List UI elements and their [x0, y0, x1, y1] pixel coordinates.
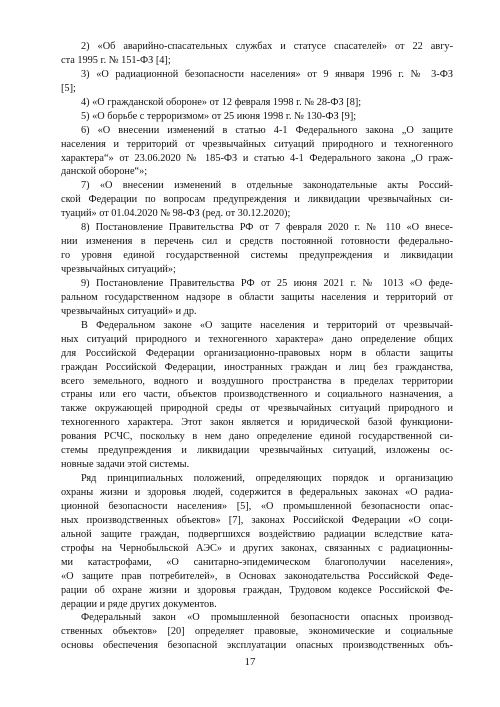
- text-line: строфы на Чернобыльской АЭС» и других законах, связанных с радиационны-: [61, 542, 453, 554]
- text-line: нии изменения в перечень сил и средств постоянной готовности федерально-: [61, 236, 453, 248]
- text-line: граждан Российской Федерации, иностранных граждан и лиц без гражданства,: [61, 361, 453, 373]
- text-line: Федеральный закон «О промышленной безопасности опасных производ-: [81, 612, 453, 624]
- text-line: [5];: [61, 82, 76, 94]
- text-line: ционной безопасности населения» [5], «О промышленной безопасности опас-: [61, 500, 453, 512]
- text-line: для Российской Федерации организационно-правовых норм в области защиты: [61, 347, 453, 359]
- text-line: «О защите прав потребителей», в Основах законодательства Российской Феде-: [61, 570, 453, 582]
- text-line: всего земельного, водного и воздушного пространства в пределах территории: [61, 375, 453, 387]
- text-line: ственных объектов» [20] определяет правовые, экономические и социальные: [61, 626, 453, 638]
- text-line: стемы предупреждения и ликвидации чрезвычайных ситуаций, изложены ос-: [61, 445, 453, 457]
- text-line: чрезвычайных ситуаций» и др.: [61, 305, 197, 317]
- text-line: 3) «О радиационной безопасности населения» от 9 января 1996 г. № 3-ФЗ: [81, 68, 453, 80]
- text-line: населения и территорий от чрезвычайных ситуаций природного и техногенного: [61, 138, 453, 150]
- text-line: 9) Постановление Правительства РФ от 25 июня 2021 г. № 1013 «О феде-: [81, 277, 453, 289]
- text-line: 8) Постановление Правительства РФ от 7 февраля 2020 г. № 110 «О внесе-: [81, 222, 453, 234]
- text-line: дерации и ряде других документов.: [61, 598, 217, 610]
- text-line: рации об охране жизни и здоровья граждан, Трудовом кодексе Российской Фе-: [61, 584, 453, 596]
- text-line: ных производственных объектов» [7], законах Российской Федерации «О соци-: [61, 514, 453, 526]
- text-line: ской Федерации по вопросам предупреждения и ликвидации чрезвычайных си-: [61, 194, 453, 206]
- text-line: 5) «О борьбе с терроризмом» от 25 июня 1998 г. № 130-ФЗ [9];: [81, 110, 357, 122]
- text-line: туаций» от 01.04.2020 № 98-ФЗ (ред. от 30.12.2020);: [61, 208, 291, 220]
- text-line: основы обеспечения безопасной эксплуатации опасных производственных объ-: [61, 640, 453, 652]
- text-line: ста 1995 г. № 151-ФЗ [4];: [61, 54, 171, 66]
- text-line: альной защите граждан, подвергшихся воздействию радиации вследствие ката-: [61, 528, 453, 540]
- body-text: [61, 40, 453, 653]
- text-line: го уровня единой государственной системы предупреждения и ликвидации: [61, 250, 453, 262]
- text-line: ми катастрофами, «О санитарно-эпидемическом благополучии населения»,: [61, 556, 453, 568]
- text-line: 2) «Об аварийно-спасательных службах и статусе спасателей» от 22 авгу-: [81, 41, 453, 52]
- text-line: 7) «О внесении изменений в отдельные законодательные акты Россий-: [81, 180, 453, 192]
- text-line: Ряд принципиальных положений, определяющих порядок и организацию: [81, 473, 453, 485]
- text-line: ральном государственном надзоре в области защиты населения и территорий от: [61, 291, 453, 303]
- text-line: В Федеральном законе «О защите населения и территорий от чрезвычай-: [81, 319, 453, 331]
- text-line: новные задачи этой системы.: [61, 459, 190, 471]
- text-line: характера“» от 23.06.2020 № 185-ФЗ и статью 4-1 Федерального закона „О граж-: [61, 152, 453, 164]
- page-number: 17: [244, 656, 256, 668]
- text-line: техногенного характера. Этот закон является и юридической базой функциони-: [61, 417, 453, 429]
- text-line: 6) «О внесении изменений в статью 4-1 Федерального закона „О защите: [81, 124, 453, 136]
- text-line: страны или его части, объектов производственного и социального назначения, а: [61, 389, 453, 401]
- text-line: также окружающей природной среды от чрезвычайных ситуаций природного и: [61, 403, 453, 415]
- text-line: чрезвычайных ситуаций»;: [61, 264, 176, 275]
- text-line: данской обороне“»;: [61, 166, 148, 178]
- text-line: 4) «О гражданской обороне» от 12 февраля 1998 г. № 28-ФЗ [8];: [81, 96, 362, 108]
- text-line: охраны жизни и здоровья людей, содержится в федеральных законах «О радиа-: [61, 487, 453, 498]
- text-line: ных ситуаций природного и техногенного характера» дано определение общих: [61, 333, 453, 345]
- text-line: рования РСЧС, поскольку в нем дано определение единой государственной си-: [61, 431, 453, 443]
